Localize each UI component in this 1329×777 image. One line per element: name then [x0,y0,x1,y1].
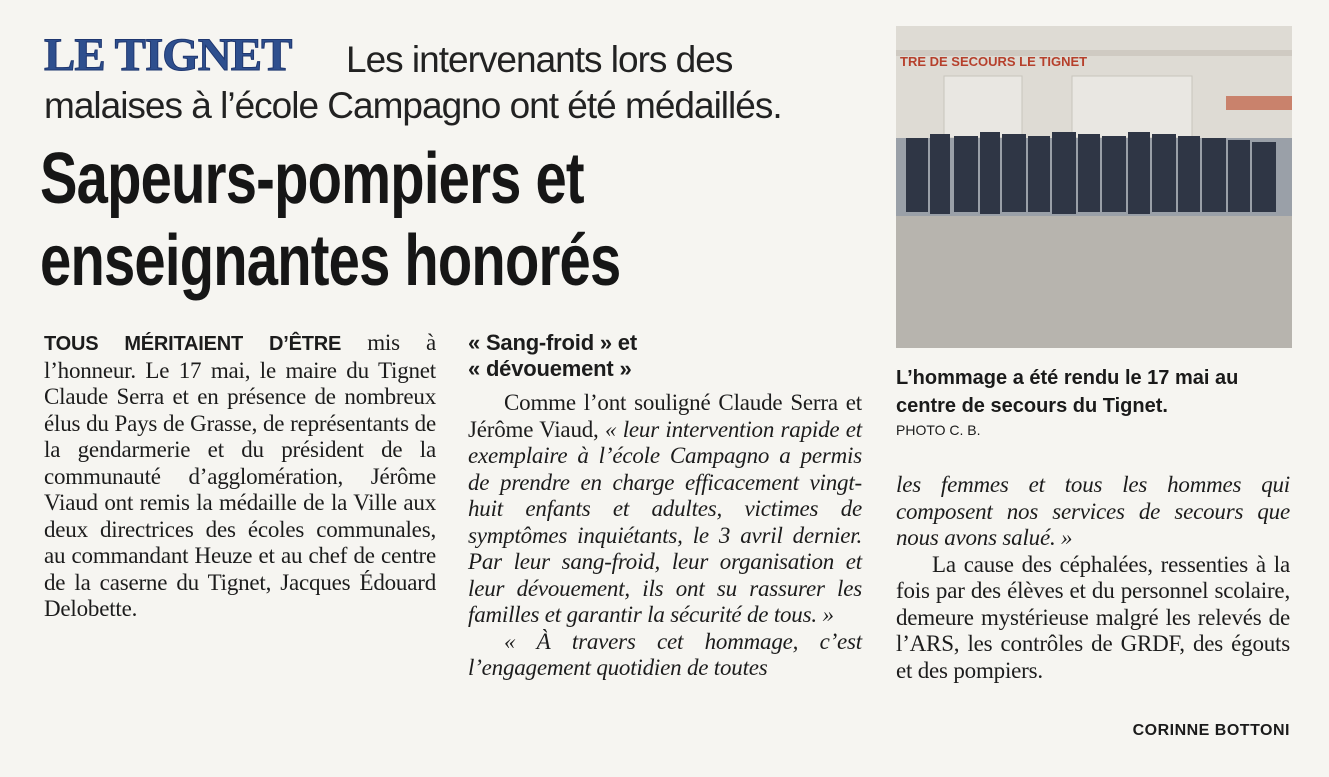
photo-illustration [896,26,1292,348]
article-photo [896,26,1292,348]
lead-caps: TOUS MÉRITAIENT D’ÊTRE [44,333,342,355]
quote-paragraph [468,390,862,629]
quote-end-text: les femmes et tous les hommes qui composent nos services de secours que nous avons salué. » [896,472,1290,550]
subheading-line2: « dévouement » [468,356,632,381]
quote-text-2: « À travers cet hommage, c’est l’engagement quotidien de toutes [468,628,862,680]
article-headline [40,138,621,302]
kicker-subtitle-line2: malaises à l’école Campagno ont été médaillés. [44,85,782,126]
headline-line1: Sapeurs-pompiers et [40,139,584,219]
quote-intro: Comme l’ont souligné Claude Serra et Jérôme Viaud, [468,390,862,442]
subheading-line1: « Sang-froid » et [468,330,637,355]
photo-caption: L’hommage a été rendu le 17 mai au centre de secours du Tignet. [896,367,1239,417]
headline-line2: enseignantes honorés [40,221,621,301]
photo-sign: TRE DE SECOURS LE TIGNET [900,54,1088,69]
author-byline: CORINNE BOTTONI [1132,722,1290,739]
photo-credit: PHOTO C. B. [896,422,981,438]
kicker-subtitle: Les intervenants lors des [346,39,733,80]
subheading [468,330,862,382]
quote-end-paragraph [896,472,1290,552]
article-column-2 [468,330,862,682]
quote-paragraph-2 [468,629,862,682]
lead-paragraph [44,330,436,623]
quote-text: « leur intervention rapide et exemplaire à l’école Campagno a permis de prendre en charge efficacement vingt-huit enfants et adultes, victimes de symptômes inquiétants, le 3 avril dernier. Par leur sang-froid, leur organisation et leur dévouement, ils ont su rassurer les familles et garantir la sécurité de tous. » [468,416,862,627]
section-kicker: LE TIGNET [44,29,292,81]
lead-text: mis à l’honneur. Le 17 mai, le maire du Tignet Claude Serra et en présence de nombreux élus du Pays de Grasse, de représentants de la gendarmerie et du président de la communauté d’agglomération, Jérôme Viaud ont remis la médaille de la Ville aux deux directrices des écoles communales, au commandant Heuze et au chef de centre de la caserne du Tignet, Jacques Édouard Delobette. [44,330,436,621]
article-column-3 [896,472,1290,684]
article-column-1 [44,330,436,623]
cause-paragraph: La cause des céphalées, ressenties à la fois par des élèves et du personnel scolaire, demeure mystérieuse malgré les relevés de l’ARS, les contrôles de GRDF, des égouts et des pompiers. [896,551,1290,683]
